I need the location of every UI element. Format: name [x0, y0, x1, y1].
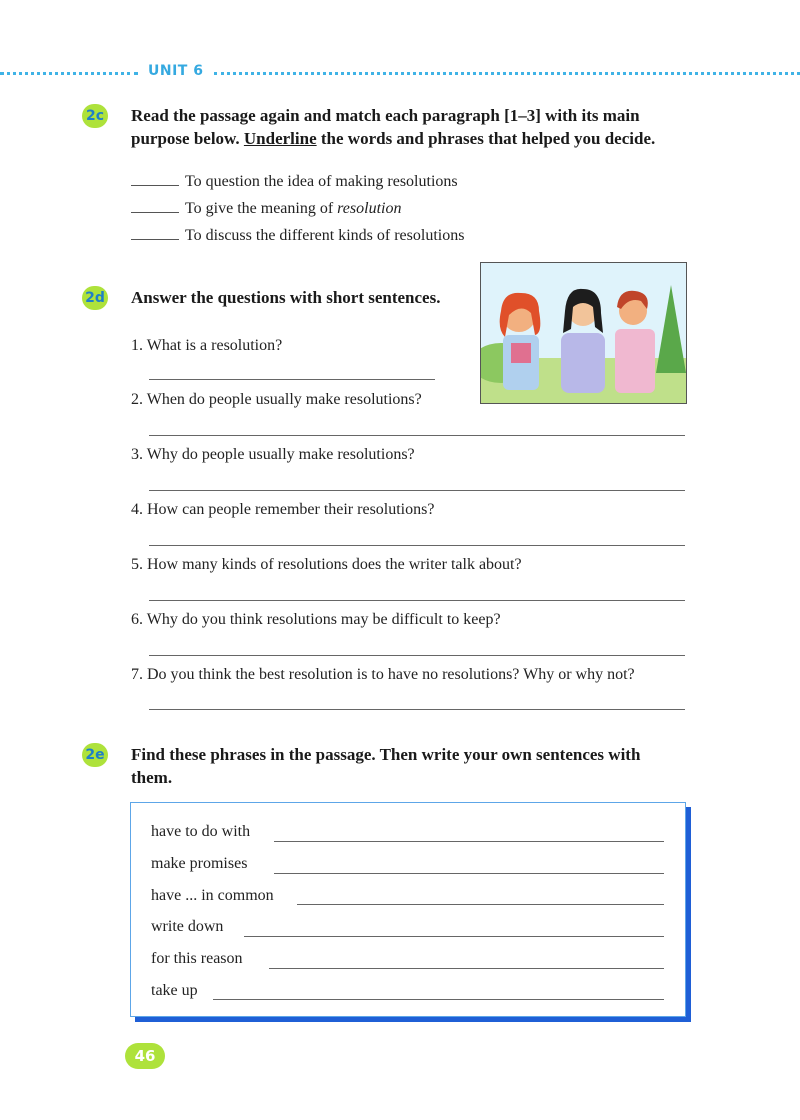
- section-badge-2d: 2d: [82, 286, 108, 310]
- answer-line-6[interactable]: [149, 655, 685, 656]
- instruction-2c-part2: the words and phrases that helped you decide.: [316, 129, 656, 148]
- question-1: 1. What is a resolution?: [131, 337, 283, 354]
- phrase-4: write down: [151, 918, 224, 935]
- section-badge-2c: 2c: [82, 104, 108, 128]
- phrase-line-1[interactable]: [274, 841, 664, 842]
- instruction-2c: [131, 104, 655, 150]
- question-4: 4. How can people remember their resolutions?: [131, 501, 435, 518]
- instruction-2c-line1: Read the passage again and match each paragraph [1–3] with its main: [131, 106, 640, 125]
- question-6: 6. Why do you think resolutions may be difficult to keep?: [131, 611, 501, 628]
- phrase-2: make promises: [151, 855, 248, 872]
- option-3-text: To discuss the different kinds of resolutions: [185, 227, 465, 244]
- phrase-6: take up: [151, 982, 198, 999]
- instruction-2e: [131, 743, 640, 789]
- question-3: 3. Why do people usually make resolutions?: [131, 446, 415, 463]
- option-2-text: To give the meaning of: [185, 200, 338, 217]
- option-2-italic: resolution: [337, 200, 402, 217]
- phrase-box: [130, 802, 686, 1017]
- unit-label: UNIT 6: [148, 63, 204, 79]
- phrase-5: for this reason: [151, 950, 243, 967]
- answer-blank-3[interactable]: [131, 227, 179, 240]
- instruction-2c-part1: purpose below.: [131, 129, 244, 148]
- answer-line-7[interactable]: [149, 709, 685, 710]
- header-dotted-rule-left: [0, 72, 138, 75]
- answer-line-5[interactable]: [149, 600, 685, 601]
- illustration-svg: [481, 263, 686, 403]
- instruction-2e-line1: Find these phrases in the passage. Then write your own sentences with: [131, 745, 641, 764]
- phrase-line-6[interactable]: [213, 999, 664, 1000]
- phrase-line-4[interactable]: [244, 936, 664, 937]
- illustration-three-friends: [480, 262, 687, 404]
- question-5: 5. How many kinds of resolutions does the writer talk about?: [131, 556, 522, 573]
- phrase-3: have ... in common: [151, 887, 274, 904]
- answer-line-3[interactable]: [149, 490, 685, 491]
- answer-blank-1[interactable]: [131, 173, 179, 186]
- instruction-2c-line2: [131, 127, 655, 150]
- section-badge-2e: 2e: [82, 743, 108, 767]
- answer-line-4[interactable]: [149, 545, 685, 546]
- question-7: 7. Do you think the best resolution is to have no resolutions? Why or why not?: [131, 666, 635, 683]
- option-3: [131, 226, 464, 246]
- question-2: 2. When do people usually make resolutions?: [131, 391, 422, 408]
- instruction-2d: Answer the questions with short sentences.: [131, 288, 441, 307]
- answer-line-1[interactable]: [149, 379, 435, 380]
- option-1-text: To question the idea of making resolutions: [185, 173, 458, 190]
- instruction-2c-underline: Underline: [243, 129, 317, 148]
- header-dotted-rule-right: [214, 72, 800, 75]
- option-1: [131, 172, 458, 192]
- phrase-line-5[interactable]: [269, 968, 664, 969]
- instruction-2e-line2: them.: [131, 768, 173, 787]
- phrase-line-3[interactable]: [297, 904, 664, 905]
- answer-blank-2[interactable]: [131, 200, 179, 213]
- phrase-1: have to do with: [151, 823, 251, 840]
- phrase-line-2[interactable]: [274, 873, 664, 874]
- answer-line-2[interactable]: [149, 435, 685, 436]
- option-2: [131, 199, 401, 219]
- page-number: 46: [125, 1043, 165, 1069]
